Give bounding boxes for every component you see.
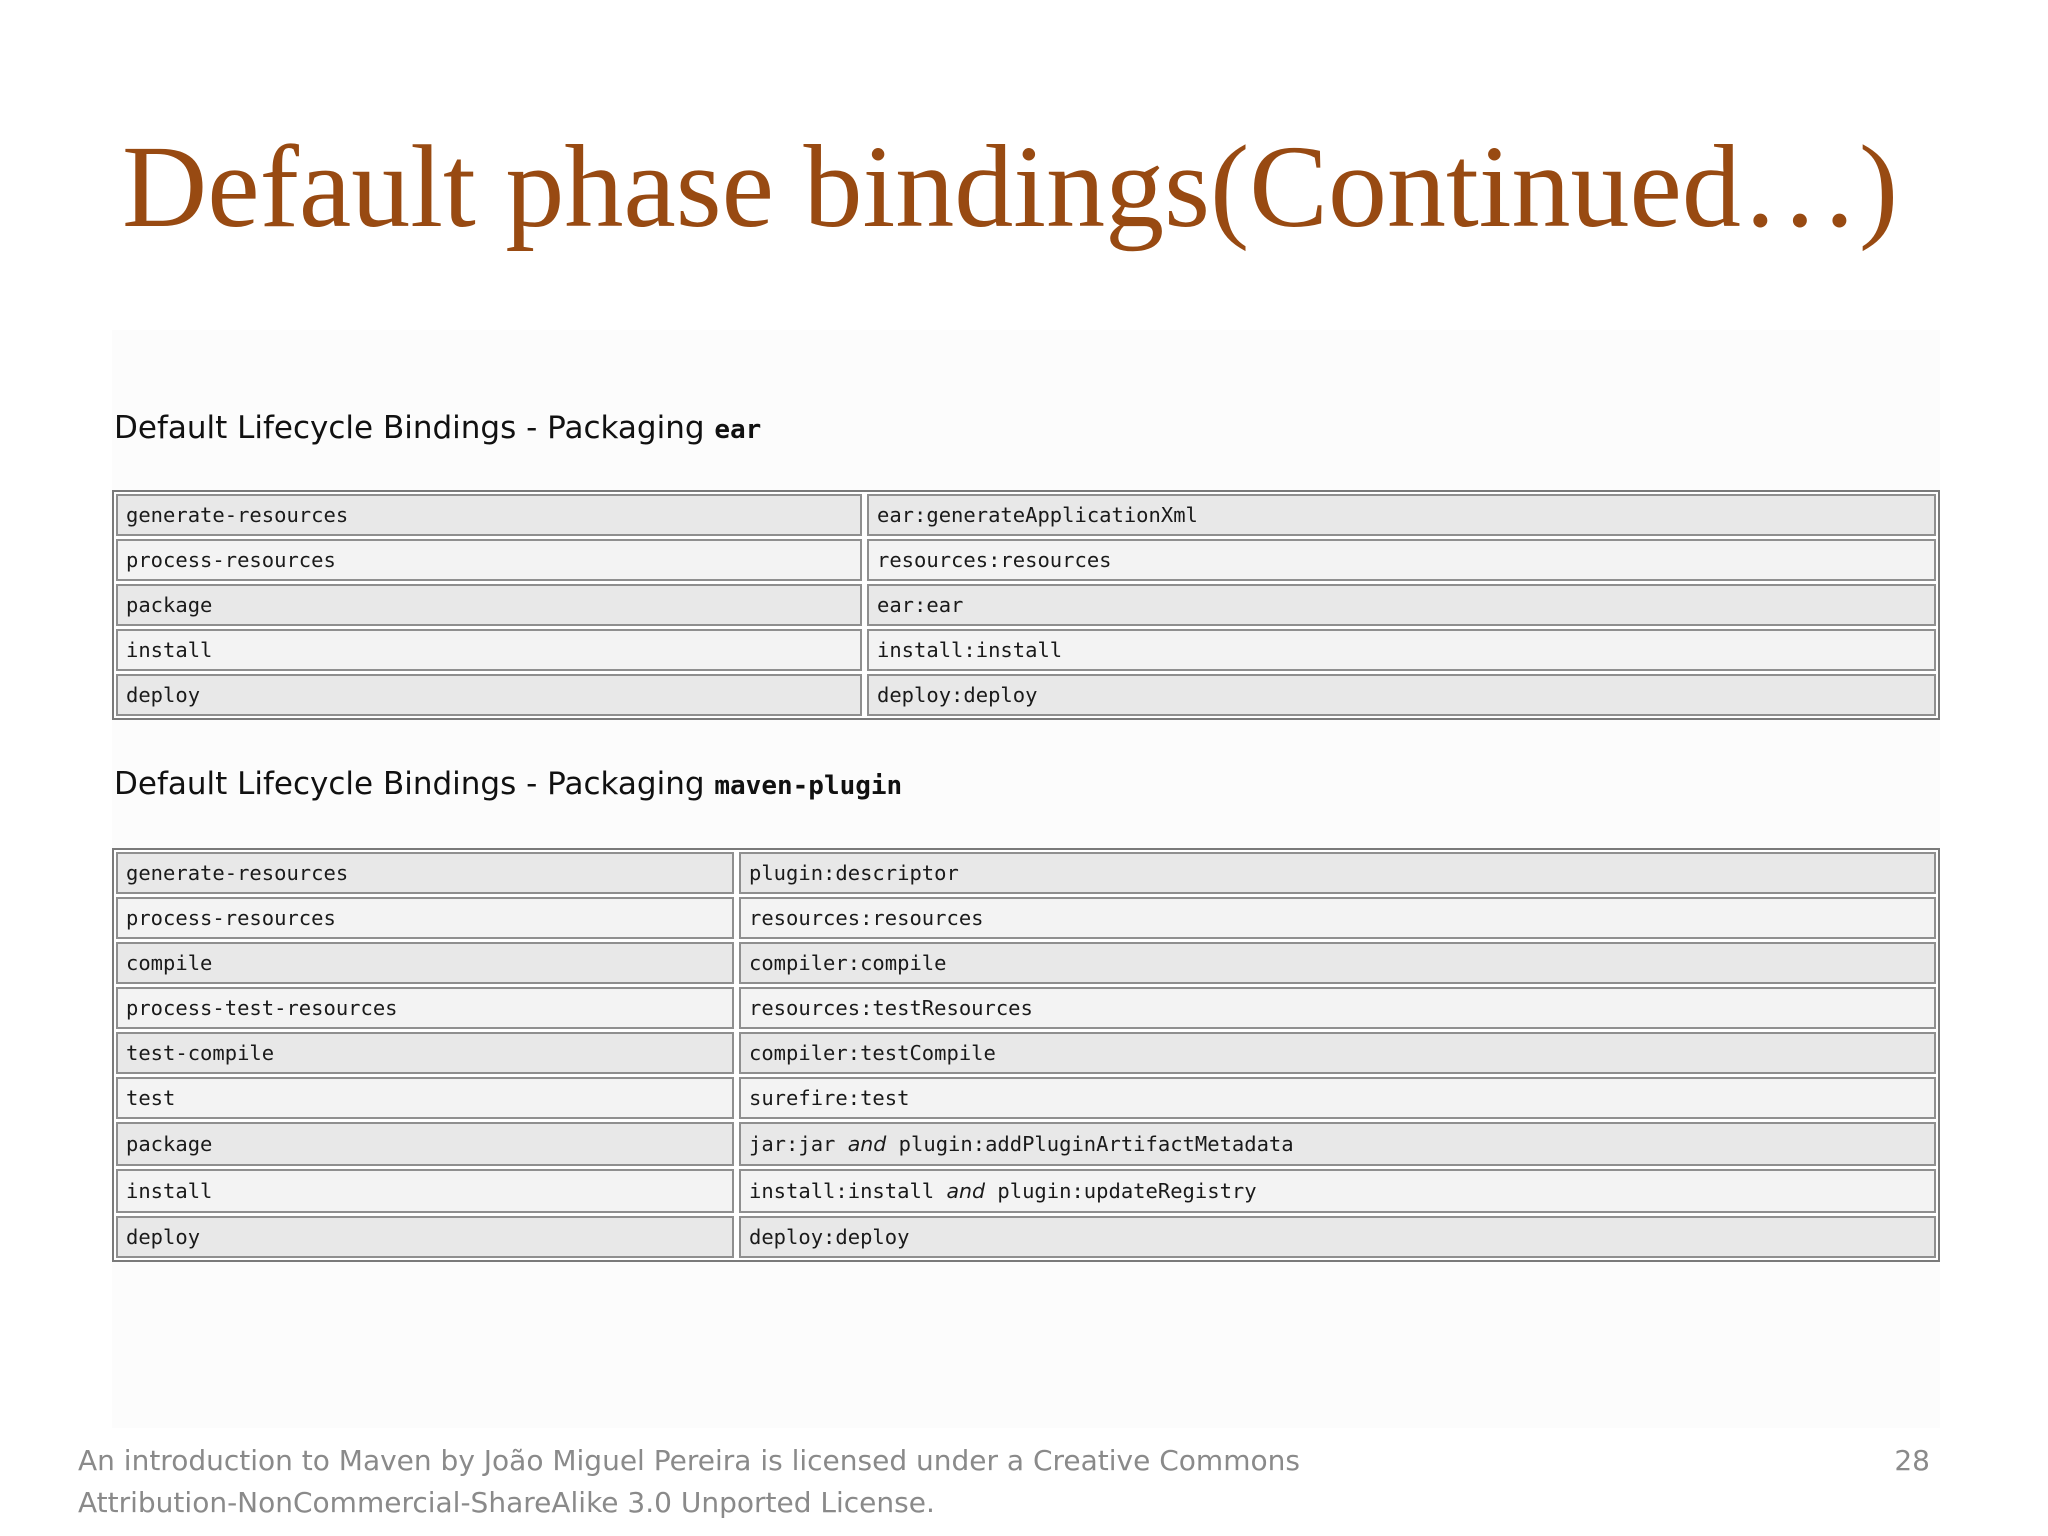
- phase-cell: test-compile: [116, 1032, 734, 1074]
- phase-cell: install: [116, 1169, 734, 1213]
- goal-cell: install:install: [867, 629, 1936, 671]
- goal-text-secondary: plugin:updateRegistry: [997, 1179, 1257, 1203]
- ear-section-heading: [114, 410, 761, 446]
- page-number: 28: [1894, 1444, 1930, 1477]
- phase-cell: process-test-resources: [116, 987, 734, 1029]
- phase-cell: process-resources: [116, 539, 862, 581]
- phase-cell: package: [116, 584, 862, 626]
- slide-title: Default phase bindings(Continued…): [122, 121, 1899, 252]
- table-row: [116, 1216, 1936, 1258]
- phase-cell: compile: [116, 942, 734, 984]
- maven-plugin-bindings-table: [112, 848, 1940, 1262]
- goal-cell: [739, 1122, 1936, 1166]
- phase-cell: process-resources: [116, 897, 734, 939]
- goal-cell: resources:resources: [867, 539, 1936, 581]
- table-row: [116, 987, 1936, 1029]
- phase-cell: generate-resources: [116, 494, 862, 536]
- goal-text-secondary: plugin:addPluginArtifactMetadata: [898, 1132, 1294, 1156]
- phase-cell: package: [116, 1122, 734, 1166]
- goal-cell: compiler:compile: [739, 942, 1936, 984]
- maven-plugin-heading-code: maven-plugin: [714, 771, 903, 801]
- goal-cell: compiler:testCompile: [739, 1032, 1936, 1074]
- table-row: [116, 1169, 1936, 1213]
- phase-cell: deploy: [116, 1216, 734, 1258]
- table-row: [116, 897, 1936, 939]
- ear-heading-text: Default Lifecycle Bindings - Packaging: [114, 410, 705, 446]
- goal-text: install:install: [749, 1179, 935, 1203]
- goal-cell: surefire:test: [739, 1077, 1936, 1119]
- table-row: [116, 629, 1936, 671]
- table-row: [116, 674, 1936, 716]
- table-row: [116, 584, 1936, 626]
- maven-plugin-heading-text: Default Lifecycle Bindings - Packaging: [114, 766, 705, 802]
- phase-cell: install: [116, 629, 862, 671]
- table-row: [116, 1077, 1936, 1119]
- goal-cell: resources:testResources: [739, 987, 1936, 1029]
- lifecycle-bindings-image: [112, 330, 1940, 1428]
- ear-heading-code: ear: [714, 415, 762, 445]
- goal-text: jar:jar: [749, 1132, 836, 1156]
- phase-cell: test: [116, 1077, 734, 1119]
- goal-cell: [739, 1169, 1936, 1213]
- table-row: [116, 494, 1936, 536]
- goal-cell: plugin:descriptor: [739, 852, 1936, 894]
- table-row: [116, 942, 1936, 984]
- license-line-1: An introduction to Maven by João Miguel Pereira is licensed under a Creative Commons: [78, 1444, 1300, 1477]
- goal-cell: deploy:deploy: [739, 1216, 1936, 1258]
- table-row: [116, 852, 1936, 894]
- goal-cell: ear:ear: [867, 584, 1936, 626]
- table-row: [116, 1122, 1936, 1166]
- table-row: [116, 1032, 1936, 1074]
- goal-cell: resources:resources: [739, 897, 1936, 939]
- goal-conjunction: and: [847, 1132, 887, 1156]
- ear-bindings-table: [112, 490, 1940, 720]
- goal-cell: ear:generateApplicationXml: [867, 494, 1936, 536]
- phase-cell: deploy: [116, 674, 862, 716]
- goal-conjunction: and: [946, 1179, 986, 1203]
- license-line-2: Attribution-NonCommercial-ShareAlike 3.0 Unported License.: [78, 1486, 935, 1519]
- maven-plugin-section-heading: [114, 766, 902, 802]
- phase-cell: generate-resources: [116, 852, 734, 894]
- table-row: [116, 539, 1936, 581]
- goal-cell: deploy:deploy: [867, 674, 1936, 716]
- license-footer: [78, 1440, 1300, 1524]
